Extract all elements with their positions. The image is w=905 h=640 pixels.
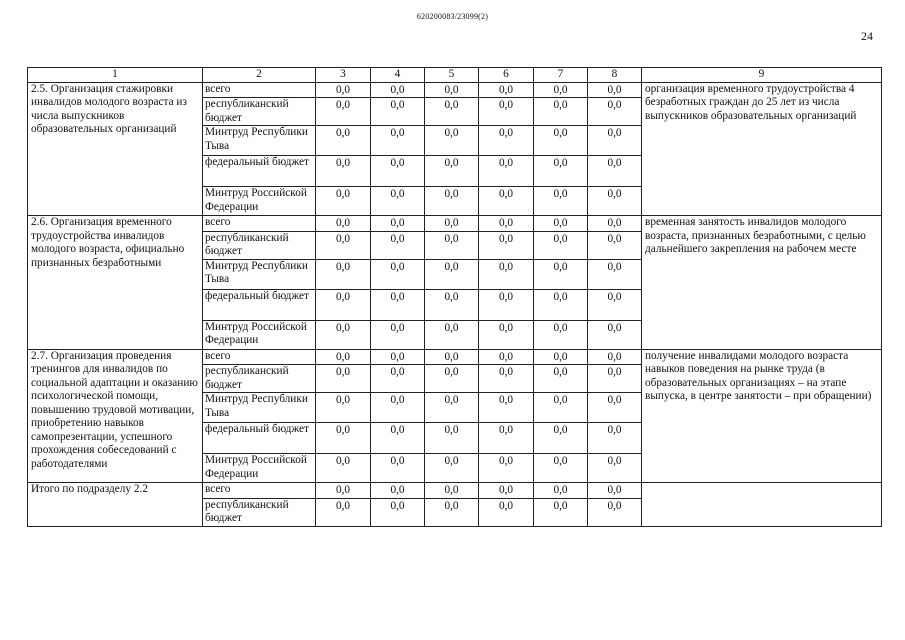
document-code: 620200083/23099(2)	[416, 12, 489, 21]
amount-cell: 0,0	[479, 126, 534, 156]
amount-cell: 0,0	[316, 393, 371, 423]
amount-cell: 0,0	[588, 498, 642, 526]
header-cell: 7	[534, 68, 588, 83]
funding-source: федеральный бюджет	[203, 289, 316, 320]
amount-cell: 0,0	[425, 483, 479, 499]
funding-source: Минтруд Республики Тыва	[203, 126, 316, 156]
amount-cell: 0,0	[425, 187, 479, 216]
amount-cell: 0,0	[316, 98, 371, 126]
amount-cell: 0,0	[479, 187, 534, 216]
amount-cell: 0,0	[316, 82, 371, 98]
amount-cell: 0,0	[316, 231, 371, 259]
amount-cell: 0,0	[425, 82, 479, 98]
table-body	[28, 68, 882, 527]
amount-cell: 0,0	[479, 423, 534, 454]
amount-cell: 0,0	[479, 82, 534, 98]
amount-cell: 0,0	[479, 483, 534, 499]
amount-cell: 0,0	[425, 454, 479, 483]
amount-cell: 0,0	[316, 126, 371, 156]
amount-cell: 0,0	[316, 365, 371, 393]
amount-cell: 0,0	[425, 216, 479, 232]
amount-cell: 0,0	[479, 454, 534, 483]
amount-cell: 0,0	[534, 483, 588, 499]
header-cell: 4	[371, 68, 425, 83]
amount-cell: 0,0	[316, 423, 371, 454]
expected-result: организация временного трудоустройства 4 безработных граждан до 25 лет из числа выпускников образовательных организаций	[642, 82, 882, 216]
amount-cell: 0,0	[371, 423, 425, 454]
header-cell: 9	[642, 68, 882, 83]
funding-source: республиканский бюджет	[203, 498, 316, 526]
table-row	[28, 483, 882, 499]
amount-cell: 0,0	[534, 320, 588, 349]
amount-cell: 0,0	[425, 349, 479, 365]
measure-description: Итого по подразделу 2.2	[28, 483, 203, 527]
amount-cell: 0,0	[588, 349, 642, 365]
amount-cell: 0,0	[534, 82, 588, 98]
header-cell: 6	[479, 68, 534, 83]
funding-source: Минтруд Российской Федерации	[203, 187, 316, 216]
amount-cell: 0,0	[479, 320, 534, 349]
amount-cell: 0,0	[534, 289, 588, 320]
measure-description: 2.7. Организация проведения тренингов для инвалидов по социальной адаптации и оказанию психологической помощи, повышению трудовой мотивации, приобретению навыков самопрезентации, успешного прохождения собеседований с работодателями	[28, 349, 203, 483]
funding-source: федеральный бюджет	[203, 156, 316, 187]
amount-cell: 0,0	[534, 259, 588, 289]
amount-cell: 0,0	[588, 187, 642, 216]
amount-cell: 0,0	[534, 365, 588, 393]
expected-result	[642, 483, 882, 527]
amount-cell: 0,0	[425, 126, 479, 156]
amount-cell: 0,0	[371, 216, 425, 232]
amount-cell: 0,0	[534, 498, 588, 526]
amount-cell: 0,0	[588, 98, 642, 126]
amount-cell: 0,0	[534, 423, 588, 454]
amount-cell: 0,0	[588, 216, 642, 232]
amount-cell: 0,0	[534, 98, 588, 126]
amount-cell: 0,0	[316, 156, 371, 187]
amount-cell: 0,0	[371, 483, 425, 499]
amount-cell: 0,0	[371, 393, 425, 423]
amount-cell: 0,0	[371, 231, 425, 259]
amount-cell: 0,0	[588, 393, 642, 423]
amount-cell: 0,0	[425, 259, 479, 289]
amount-cell: 0,0	[371, 320, 425, 349]
header-row	[28, 68, 882, 83]
funding-source: всего	[203, 483, 316, 499]
amount-cell: 0,0	[316, 454, 371, 483]
funding-source: всего	[203, 349, 316, 365]
amount-cell: 0,0	[479, 393, 534, 423]
amount-cell: 0,0	[479, 216, 534, 232]
expected-result: временная занятость инвалидов молодого возраста, признанных безработными, с целью дальнейшего закрепления на рабочем месте	[642, 216, 882, 350]
amount-cell: 0,0	[316, 498, 371, 526]
amount-cell: 0,0	[316, 216, 371, 232]
amount-cell: 0,0	[534, 156, 588, 187]
amount-cell: 0,0	[316, 289, 371, 320]
amount-cell: 0,0	[316, 259, 371, 289]
funding-source: Минтруд Республики Тыва	[203, 393, 316, 423]
funding-source: республиканский бюджет	[203, 365, 316, 393]
page-number: 24	[861, 29, 873, 43]
amount-cell: 0,0	[425, 423, 479, 454]
funding-source: всего	[203, 216, 316, 232]
header-cell: 1	[28, 68, 203, 83]
amount-cell: 0,0	[479, 365, 534, 393]
measure-description: 2.6. Организация временного трудоустройства инвалидов молодого возраста, официально признанных безработными	[28, 216, 203, 350]
amount-cell: 0,0	[534, 454, 588, 483]
amount-cell: 0,0	[479, 498, 534, 526]
amount-cell: 0,0	[425, 393, 479, 423]
amount-cell: 0,0	[316, 483, 371, 499]
amount-cell: 0,0	[534, 231, 588, 259]
amount-cell: 0,0	[371, 365, 425, 393]
header-cell: 8	[588, 68, 642, 83]
amount-cell: 0,0	[371, 98, 425, 126]
amount-cell: 0,0	[479, 259, 534, 289]
amount-cell: 0,0	[371, 454, 425, 483]
amount-cell: 0,0	[371, 498, 425, 526]
funding-source: всего	[203, 82, 316, 98]
table-row	[28, 349, 882, 365]
amount-cell: 0,0	[425, 365, 479, 393]
amount-cell: 0,0	[425, 156, 479, 187]
amount-cell: 0,0	[371, 259, 425, 289]
amount-cell: 0,0	[479, 98, 534, 126]
amount-cell: 0,0	[588, 259, 642, 289]
amount-cell: 0,0	[588, 365, 642, 393]
amount-cell: 0,0	[316, 320, 371, 349]
header-cell: 3	[316, 68, 371, 83]
amount-cell: 0,0	[425, 289, 479, 320]
table-row	[28, 216, 882, 232]
funding-table	[27, 67, 882, 527]
amount-cell: 0,0	[534, 349, 588, 365]
amount-cell: 0,0	[534, 126, 588, 156]
funding-source: республиканский бюджет	[203, 98, 316, 126]
amount-cell: 0,0	[316, 187, 371, 216]
amount-cell: 0,0	[371, 126, 425, 156]
measure-description: 2.5. Организация стажировки инвалидов молодого возраста из числа выпускников образовательных организаций	[28, 82, 203, 216]
amount-cell: 0,0	[479, 156, 534, 187]
amount-cell: 0,0	[588, 483, 642, 499]
amount-cell: 0,0	[425, 320, 479, 349]
amount-cell: 0,0	[479, 289, 534, 320]
amount-cell: 0,0	[588, 156, 642, 187]
amount-cell: 0,0	[479, 231, 534, 259]
amount-cell: 0,0	[588, 82, 642, 98]
amount-cell: 0,0	[371, 82, 425, 98]
amount-cell: 0,0	[425, 498, 479, 526]
table-row	[28, 82, 882, 98]
expected-result: получение инвалидами молодого возраста навыков поведения на рынке труда (в образовательных организациях – на этапе выпуска, в центре занятости – при обращении)	[642, 349, 882, 483]
amount-cell: 0,0	[371, 289, 425, 320]
amount-cell: 0,0	[534, 393, 588, 423]
funding-source: Минтруд Российской Федерации	[203, 320, 316, 349]
amount-cell: 0,0	[479, 349, 534, 365]
amount-cell: 0,0	[425, 98, 479, 126]
amount-cell: 0,0	[534, 187, 588, 216]
amount-cell: 0,0	[371, 187, 425, 216]
header-cell: 5	[425, 68, 479, 83]
funding-source: федеральный бюджет	[203, 423, 316, 454]
amount-cell: 0,0	[588, 454, 642, 483]
amount-cell: 0,0	[588, 320, 642, 349]
header-cell: 2	[203, 68, 316, 83]
amount-cell: 0,0	[588, 289, 642, 320]
amount-cell: 0,0	[316, 349, 371, 365]
amount-cell: 0,0	[534, 216, 588, 232]
amount-cell: 0,0	[425, 231, 479, 259]
funding-source: Минтруд Республики Тыва	[203, 259, 316, 289]
funding-source: Минтруд Российской Федерации	[203, 454, 316, 483]
amount-cell: 0,0	[588, 231, 642, 259]
funding-source: республиканский бюджет	[203, 231, 316, 259]
amount-cell: 0,0	[371, 349, 425, 365]
amount-cell: 0,0	[588, 126, 642, 156]
amount-cell: 0,0	[588, 423, 642, 454]
amount-cell: 0,0	[371, 156, 425, 187]
